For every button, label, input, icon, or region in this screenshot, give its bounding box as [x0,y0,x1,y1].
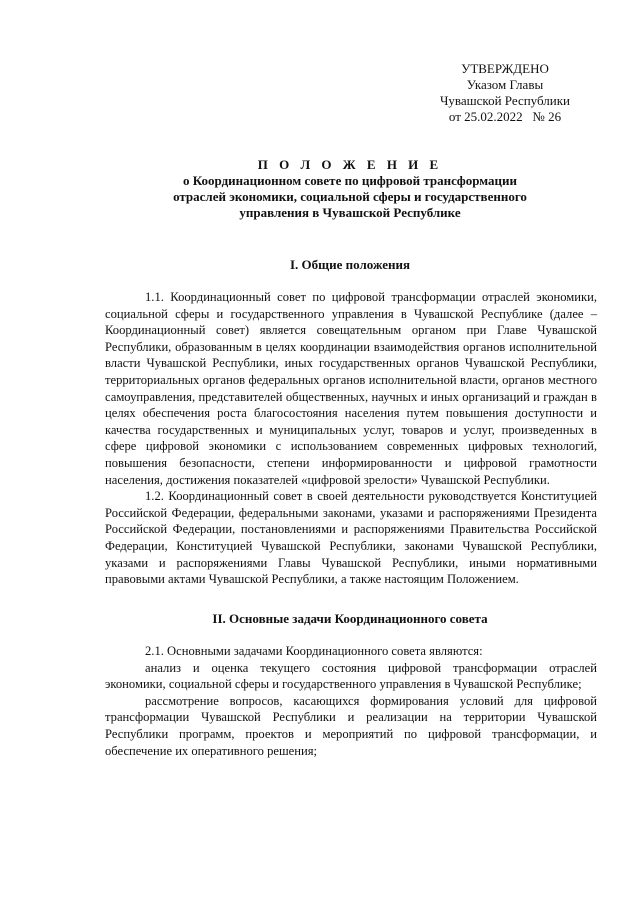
paragraph: 1.1. Координационный совет по цифровой трансформации отраслей экономики, социальной сферы и государственного управления в Чувашской Республике (далее – Координационный совет) является совещательным органом при Главе Чувашской Республики, образованным в целях координации взаимодействия органов исполнительной власти Чувашской Республики, иных государственных органов Чувашской Республики, территориальных органов федеральных органов исполнительной власти, органов местного самоуправления, представителей общественных, научных и иных организаций и граждан в целях обеспечения роста благосостояния населения путем повышения доступности и качества государственных и муниципальных услуг, товаров и услуг, произведенных в сфере цифровой экономики с использованием современных цифровых технологий, повышения безопасности, степени информированности и цифровой грамотности населения, достижения показателей «цифровой зрелости» Чувашской Республики. [105,290,597,487]
approval-line: Указом Главы [466,77,544,92]
section-body [105,289,597,588]
section-heading: II. Основные задачи Координационного совета [212,611,488,626]
document-title [100,157,600,221]
section-heading: I. Общие положения [290,257,410,272]
paragraph: рассмотрение вопросов, касающихся формирования условий для цифровой трансформации Чувашской Республики и реализации на территории Чувашской Республики программ, проектов и мероприятий по цифровой трансформации, и обеспечение их оперативного решения; [105,693,597,758]
approval-line: УТВЕРЖДЕНО [461,61,549,76]
document-title-line: отраслей экономики, социальной сферы и государственного [173,189,527,204]
approval-date-number: от 25.02.2022 № 26 [448,109,562,124]
approval-line: Чувашской Республики [439,93,571,108]
section-body [105,643,597,759]
paragraph: анализ и оценка текущего состояния цифровой трансформации отраслей экономики, социальной сферы и государственного управления в Чувашской Республике; [105,660,597,692]
paragraph: 1.2. Координационный совет в своей деятельности руководствуется Конституцией Российской Федерации, федеральными законами, указами и распоряжениями Президента Российской Федерации, постановлениями и распоряжениями Правительства Российской Федерации, Конституцией Чувашской Республики, законами Чувашской Республики, указами и распоряжениями Главы Чувашской Республики, иными нормативными правовыми актами Чувашской Республики, а также настоящим Положением. [105,489,597,587]
document-title-line: о Координационном совете по цифровой трансформации [182,173,518,188]
paragraph: 2.1. Основными задачами Координационного совета являются: [145,644,483,658]
approval-stamp [420,61,590,125]
document-title-line: управления в Чувашской Республике [239,205,461,220]
document-title-heading: П О Л О Ж Е Н И Е [257,157,443,172]
